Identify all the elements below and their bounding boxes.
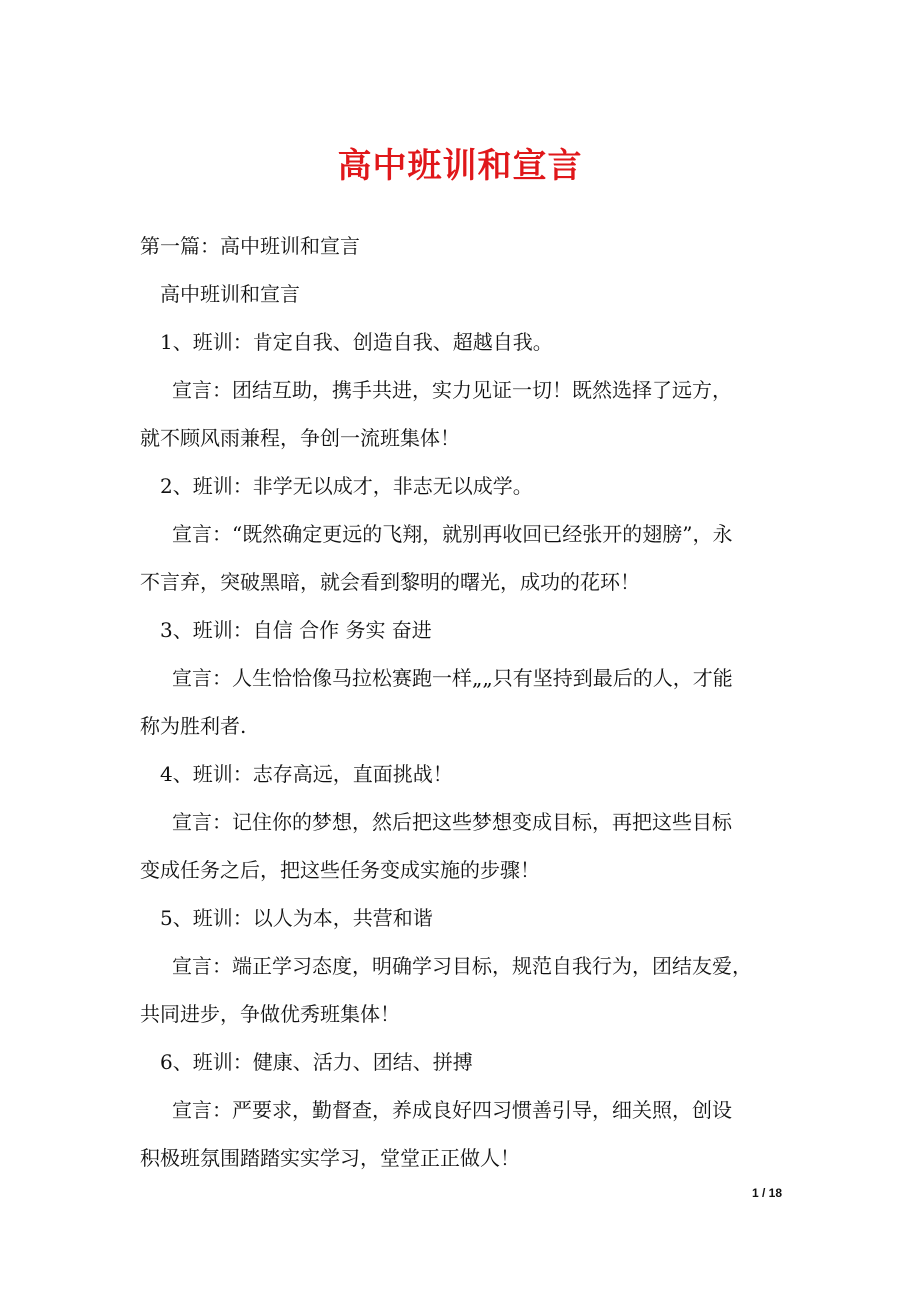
subheading: 高中班训和宣言 xyxy=(160,282,300,306)
declaration-1-line-1: 宣言：团结互助，携手共进，实力见证一切！既然选择了远方， xyxy=(172,378,732,402)
motto-3: 3、班训：自信 合作 务实 奋进 xyxy=(160,618,432,642)
page-number: 1 / 18 xyxy=(751,1186,782,1200)
declaration-3-line-1: 宣言：人生恰恰像马拉松赛跑一样„„只有坚持到最后的人，才能 xyxy=(172,666,733,690)
declaration-6-line-2: 积极班氛围踏踏实实学习，堂堂正正做人！ xyxy=(140,1146,520,1170)
declaration-5-line-2: 共同进步，争做优秀班集体！ xyxy=(140,1002,400,1026)
declaration-2-line-2: 不言弃，突破黑暗，就会看到黎明的曙光，成功的花环！ xyxy=(140,570,640,594)
declaration-2-line-1: 宣言：“既然确定更远的飞翔，就别再收回已经张开的翅膀”，永 xyxy=(172,522,733,546)
motto-4: 4、班训：志存高远，直面挑战！ xyxy=(160,762,453,786)
declaration-4-line-2: 变成任务之后，把这些任务变成实施的步骤！ xyxy=(140,858,540,882)
declaration-5-line-1: 宣言：端正学习态度，明确学习目标，规范自我行为，团结友爱， xyxy=(172,954,752,978)
declaration-6-line-1: 宣言：严要求，勤督查，养成良好四习惯善引导，细关照，创设 xyxy=(172,1098,732,1122)
section-heading: 第一篇：高中班训和宣言 xyxy=(140,234,360,258)
motto-2: 2、班训：非学无以成才，非志无以成学。 xyxy=(160,474,533,498)
declaration-4-line-1: 宣言：记住你的梦想，然后把这些梦想变成目标，再把这些目标 xyxy=(172,810,732,834)
document-title: 高中班训和宣言 xyxy=(337,146,583,186)
motto-6: 6、班训：健康、活力、团结、拼搏 xyxy=(160,1050,473,1074)
declaration-3-line-2: 称为胜利者. xyxy=(140,714,247,738)
document-body xyxy=(140,222,790,1182)
motto-1: 1、班训：肯定自我、创造自我、超越自我。 xyxy=(160,330,553,354)
motto-5: 5、班训：以人为本，共营和谐 xyxy=(160,906,433,930)
declaration-1-line-2: 就不顾风雨兼程，争创一流班集体！ xyxy=(140,426,460,450)
